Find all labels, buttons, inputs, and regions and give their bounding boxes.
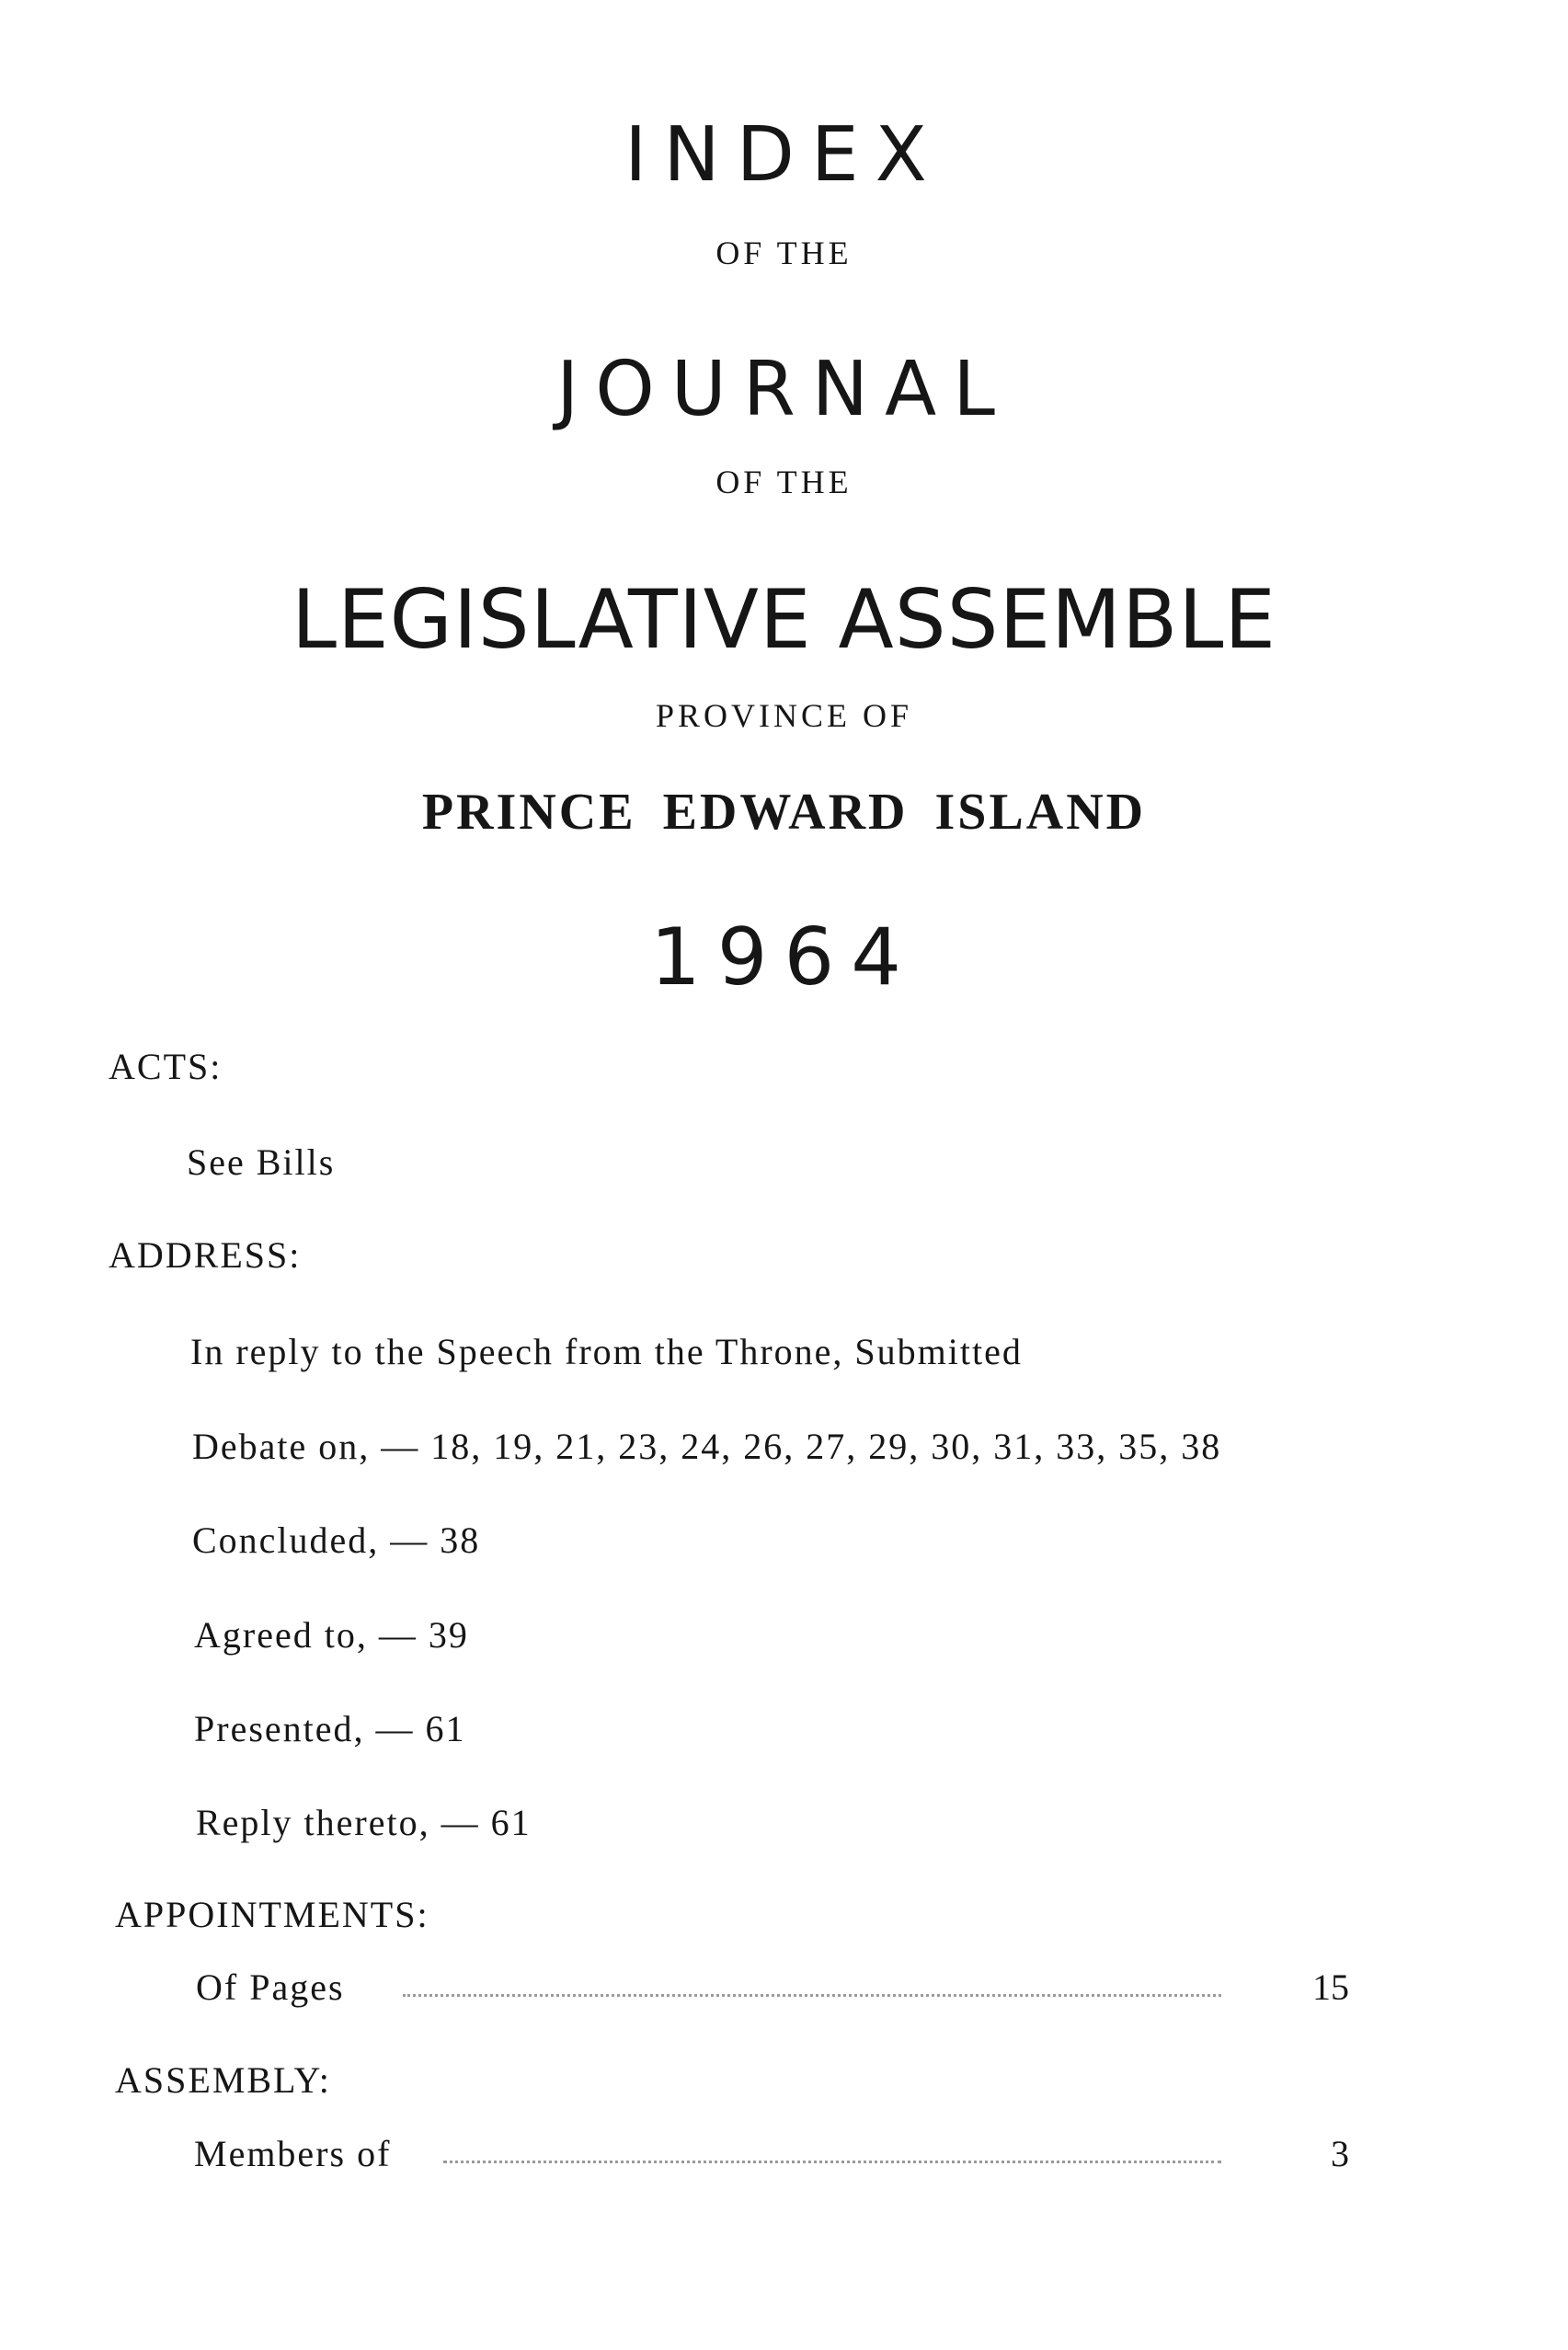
page-number: 3 [1331,2133,1349,2174]
province-of-label: PROVINCE OF [655,697,913,734]
index-entry: See Bills [187,1141,336,1183]
page-number: 15 [1312,1966,1349,2008]
index-entry: Presented, — 61 [194,1708,466,1749]
index-title: INDEX [624,111,944,199]
assembly-title: LEGISLATIVE ASSEMBLE [292,572,1276,667]
of-the-subtitle: OF THE [715,235,853,271]
section-heading-acts: ACTS: [109,1046,223,1087]
of-the-subtitle: OF THE [715,464,853,500]
index-entry: Debate on, — 18, 19, 21, 23, 24, 26, 27, 29, 30, 31, 33, 35, 38 [192,1426,1222,1467]
index-entry: Concluded, — 38 [192,1519,481,1561]
province-name: PRINCE EDWARD ISLAND [421,784,1147,841]
dot-leader [403,1994,1221,1997]
index-entry: Of Pages [196,1966,345,2008]
index-entry: Reply thereto, — 61 [196,1802,532,1843]
section-heading-address: ADDRESS: [109,1234,302,1276]
index-entry: Members of [194,2133,392,2174]
section-heading-appointments: APPOINTMENTS: [115,1894,429,1935]
section-heading-assembly: ASSEMBLY: [115,2059,331,2101]
journal-title: JOURNAL [556,346,1012,433]
index-entry: In reply to the Speech from the Throne, Submitted [190,1331,1023,1372]
index-entry: Agreed to, — 39 [194,1614,469,1656]
year-title: 1964 [650,911,918,1003]
dot-leader [443,2161,1221,2163]
